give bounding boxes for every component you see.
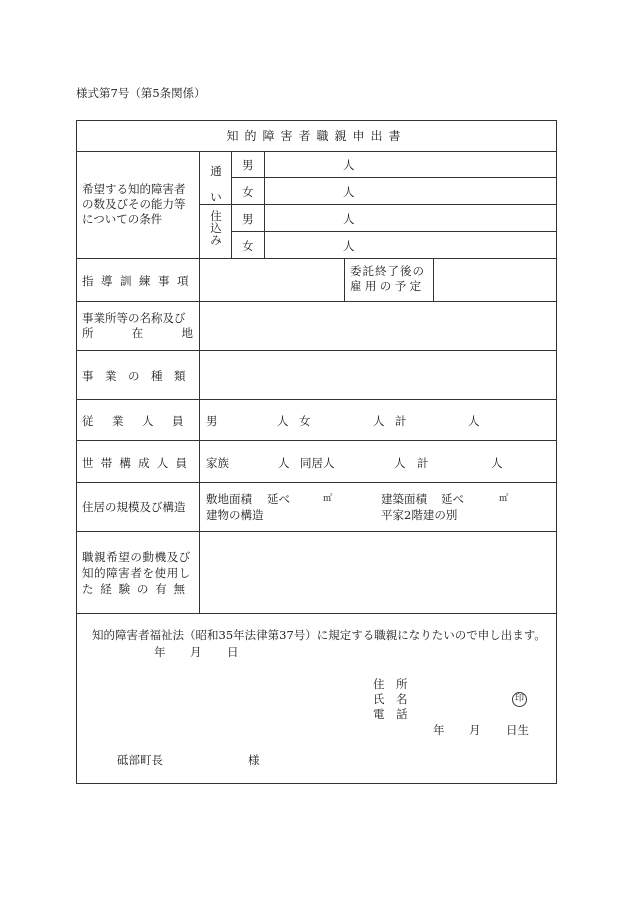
col-sep	[231, 151, 232, 258]
col-sep	[433, 258, 434, 301]
row-sep	[76, 350, 557, 351]
household-unit: 人	[394, 456, 406, 470]
col-sep	[264, 151, 265, 258]
border-left	[76, 120, 77, 784]
employees-unit: 人	[277, 414, 289, 428]
row-sep	[76, 301, 557, 302]
seal-mark: 印	[512, 690, 527, 707]
household-family: 家族	[206, 456, 229, 470]
housing-label: 住居の規模及び構造	[82, 500, 186, 514]
office-label: 事業所等の名称及び 所 在 地	[82, 311, 193, 340]
housing-floor-total: 延べ	[267, 492, 290, 506]
address-label: 住 所	[373, 677, 408, 691]
date-year: 年	[154, 645, 166, 659]
wish-commute-female: 女	[242, 185, 254, 199]
household-cohabitant: 同居人	[300, 456, 335, 470]
motive-label: 職親希望の動機及び 知的障害者を使用し た経験の有無	[82, 550, 192, 596]
wish-label: 希望する知的障害者 の数及びその能力等 についての条件	[82, 182, 186, 226]
household-label: 世帯構成人員	[82, 456, 195, 470]
wish-livein-female: 女	[242, 239, 254, 253]
employees-unit: 人	[468, 414, 480, 428]
commute-label: 通い	[210, 164, 222, 204]
employees-male: 男	[206, 414, 218, 428]
birth-year: 年	[433, 723, 445, 737]
honorific: 様	[248, 753, 260, 767]
employees-unit: 人	[373, 414, 385, 428]
employees-female: 女	[299, 414, 311, 428]
row-sep	[76, 151, 557, 152]
wish-livein-male: 男	[242, 212, 254, 226]
row-sep	[231, 177, 557, 178]
wish-unit: 人	[343, 239, 355, 253]
form-number-caption: 様式第7号（第5条関係）	[76, 86, 206, 100]
row-sep	[231, 231, 557, 232]
date-day: 日	[227, 645, 239, 659]
border-right	[556, 120, 557, 784]
housing-floors: 平家2階建の別	[381, 508, 458, 522]
row-sep	[76, 531, 557, 532]
addressee: 砥部町長	[117, 753, 163, 767]
wish-commute-male: 男	[242, 158, 254, 172]
after-training-label: 委託終了後の 雇用の予定	[350, 264, 425, 293]
birth-month: 月	[469, 723, 481, 737]
wish-unit: 人	[343, 212, 355, 226]
row-sep	[76, 399, 557, 400]
border-top	[76, 120, 557, 121]
name-label: 氏 名	[373, 692, 408, 706]
row-sep	[76, 482, 557, 483]
col-sep	[344, 258, 345, 301]
phone-label: 電 話	[373, 707, 408, 721]
wish-unit: 人	[343, 185, 355, 199]
border-bottom	[76, 783, 557, 784]
employees-label: 従業人員	[82, 414, 202, 428]
date-month: 月	[190, 645, 202, 659]
employees-total: 計	[395, 414, 407, 428]
housing-structure: 建物の構造	[206, 508, 264, 522]
birth-day: 日生	[506, 723, 529, 737]
row-sep	[76, 258, 557, 259]
housing-building-area: 建築面積	[381, 492, 427, 506]
household-unit: 人	[491, 456, 503, 470]
label-column-sep	[199, 151, 200, 613]
household-unit: 人	[278, 456, 290, 470]
wish-unit: 人	[343, 158, 355, 172]
declaration-text: 知的障害者福祉法（昭和35年法律第37号）に規定する職親になりたいので申し出ます。	[92, 628, 546, 642]
row-sep	[76, 613, 557, 614]
housing-site-area: 敷地面積	[206, 492, 252, 506]
row-sep	[76, 440, 557, 441]
household-total: 計	[417, 456, 429, 470]
housing-floor-total: 延べ	[441, 492, 464, 506]
housing-sqm: ㎡	[323, 494, 333, 504]
business-label: 事業の種類	[82, 369, 197, 383]
training-label: 指導訓練事項	[82, 274, 196, 288]
live-in-label: 住込み	[210, 209, 222, 247]
housing-sqm: ㎡	[499, 494, 509, 504]
form-title: 知的障害者職親申出書	[226, 129, 407, 143]
row-sep	[199, 204, 557, 205]
